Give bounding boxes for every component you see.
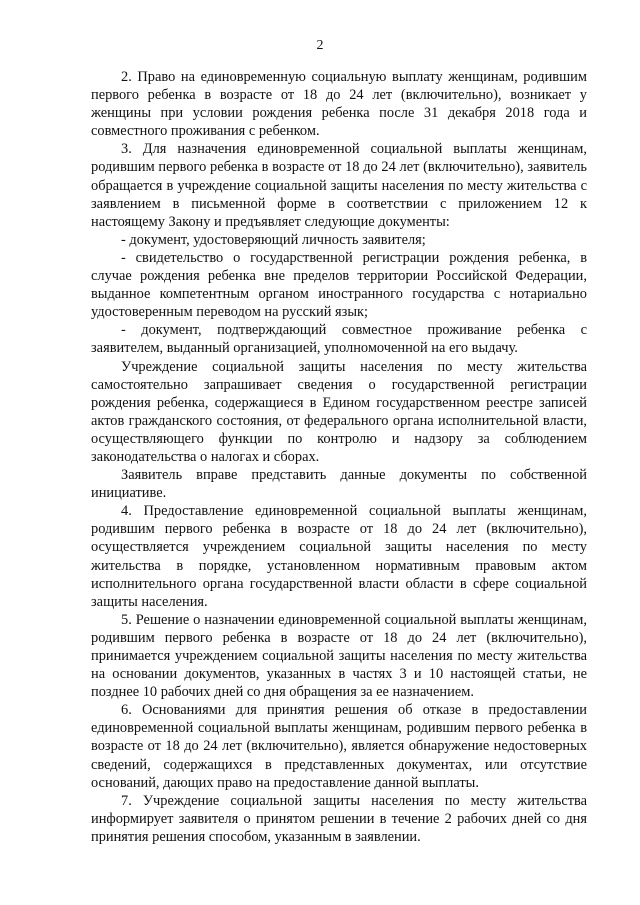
document-body — [91, 68, 587, 846]
list-item-cohabitation-document: - документ, подтверждающий совместное проживание ребенка с заявителем, выданный организацией, уполномоченной на его выдачу. — [91, 322, 587, 357]
paragraph-part-2: 2. Право на единовременную социальную выплату женщинам, родившим первого ребенка в возрасте от 18 до 24 лет (включительно), возникает у женщины при условии рождения ребенка после 31 декабря 2018 года и совместного проживания с ребенком. — [91, 69, 587, 140]
list-item-identity-document: - документ, удостоверяющий личность заявителя; — [121, 231, 426, 248]
list-item-birth-certificate: - свидетельство о государственной регистрации рождения ребенка, в случае рождения ребенка вне пределов территории Российской Федерации, выданное компетентным органом иностранного государства с нотариально удостоверенным переводом на русский язык; — [91, 249, 587, 321]
paragraph-part-7: 7. Учреждение социальной защиты населения по месту жительства информирует заявителя о принятом решении в течение 2 рабочих дней со дня принятия решения способом, указанным в заявлении. — [91, 792, 587, 845]
paragraph-part-4: 4. Предоставление единовременной социальной выплаты женщинам, родившим первого ребенка в возрасте от 18 до 24 лет (включительно), осуществляется учреждением социальной защиты населения по месту жительства в порядке, установленном нормативным правовым актом исполнительного органа государственной власти области в сфере социальной защиты населения. — [91, 503, 587, 610]
page-number: 2 — [316, 38, 324, 53]
paragraph-part-6: 6. Основаниями для принятия решения об отказе в предоставлении единовременной социальной выплаты женщинам, родившим первого ребенка в возрасте от 18 до 24 лет (включительно), является обнаружение недостоверных сведений, содержащихся в представленных документах, или отсутствие оснований, дающих право на предоставление данной выплаты. — [91, 702, 587, 791]
paragraph-agency-request: Учреждение социальной защиты населения по месту жительства самостоятельно запрашивает сведения о государственной регистрации рождения ребенка, содержащиеся в Едином государственном реестре записей актов гражданского состояния, от федерального органа исполнительной власти, осуществляющего функции по контролю и надзору за соблюдением законодательства о налогах и сборах. — [91, 358, 587, 465]
paragraph-part-3: 3. Для назначения единовременной социальной выплаты женщинам, родившим первого ребенка в возрасте от 18 до 24 лет (включительно), заявитель обращается в учреждение социальной защиты населения по месту жительства с заявлением в письменной форме в соответствии с приложением 12 к настоящему Закону и предъявляет следующие документы: — [91, 141, 587, 230]
paragraph-part-5: 5. Решение о назначении единовременной социальной выплаты женщинам, родившим первого ребенка в возрасте от 18 до 24 лет (включительно), принимается учреждением социальной защиты населения по месту жительства на основании документов, указанных в частях 3 и 10 настоящей статьи, не позднее 10 рабочих дней со дня обращения за ее назначением. — [91, 611, 587, 701]
paragraph-applicant-right: Заявитель вправе представить данные документы по собственной инициативе. — [91, 467, 587, 502]
